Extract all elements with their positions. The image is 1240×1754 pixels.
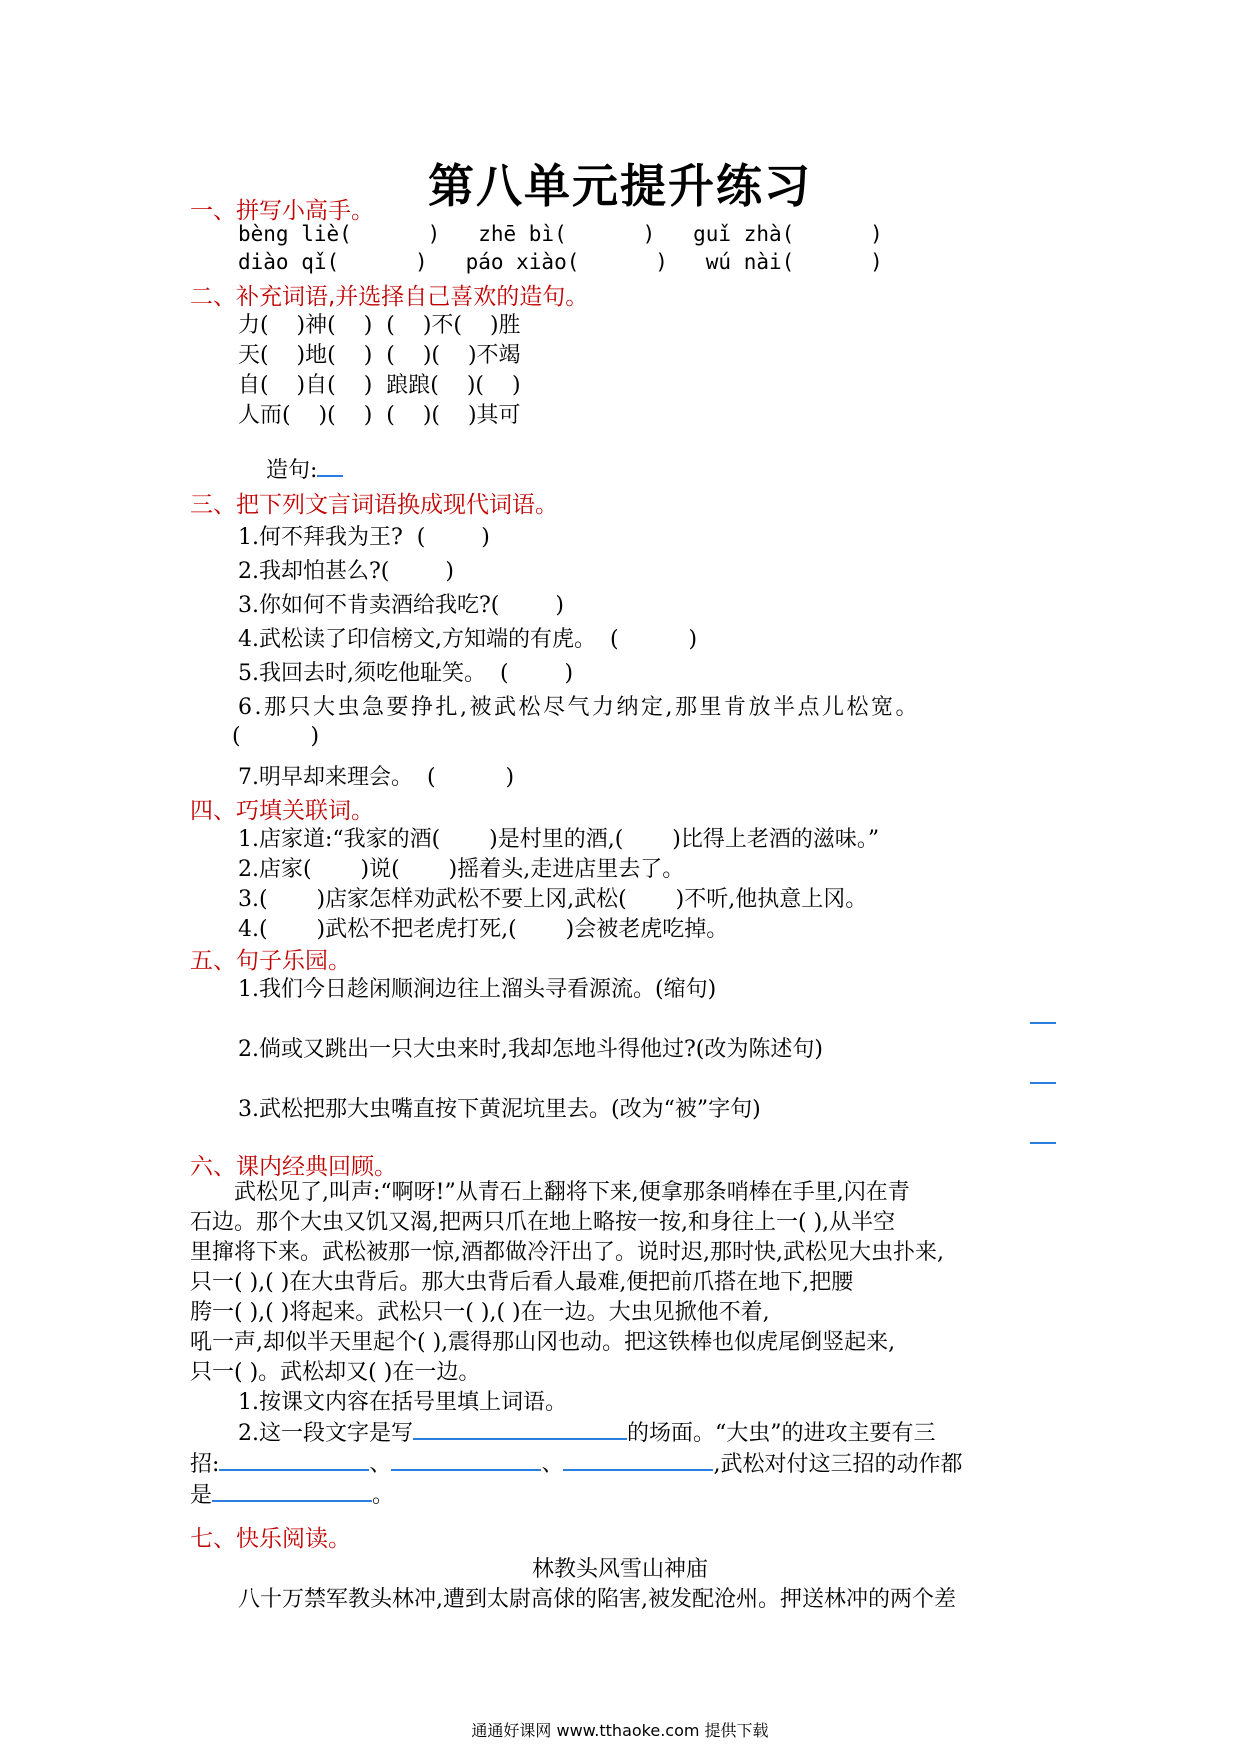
question-1: 1.按课文内容在括号里填上词语。 <box>238 1390 567 1415</box>
passage-line: 里撺将下来。武松被那一惊,酒都做冷汗出了。说时迟,那时快,武松见大虫扑来, <box>190 1240 944 1265</box>
question-2-text-c: 招: <box>190 1452 220 1477</box>
passage-line: 吼一声,却似半天里起个( ),震得那山冈也动。把这铁棒也似虎尾倒竖起来, <box>190 1330 896 1355</box>
classical-item-1: 1.何不拜我为王? ( ) <box>238 525 490 550</box>
sentence-label: 造句: <box>265 458 318 483</box>
conjunction-item-2: 2.店家( )说( )摇着头,走进店里去了。 <box>238 857 685 882</box>
passage-line: 只一( )。武松却又( )在一边。 <box>190 1360 481 1385</box>
attack-1-answer-line[interactable] <box>219 1449 369 1471</box>
section-6-heading: 六、课内经典回顾。 <box>190 1154 397 1180</box>
scene-answer-line[interactable] <box>413 1418 627 1440</box>
sentence-answer-line[interactable] <box>317 455 343 477</box>
question-2-text-e: 、 <box>541 1452 564 1477</box>
reading-first-line: 八十万禁军教头林冲,遭到太尉高俅的陷害,被发配沧州。押送林冲的两个差 <box>238 1587 956 1612</box>
passage <box>190 1178 1060 1511</box>
classical-item-3: 3.你如何不肯卖酒给我吃?( ) <box>238 593 564 618</box>
classical-item-5: 5.我回去时,须吃他耻笑。 ( ) <box>238 661 574 686</box>
sentence-item-3: 3.武松把那大虫嘴直按下黄泥坑里去。(改为“被”字句) <box>238 1097 761 1122</box>
conjunction-item-4: 4.( )武松不把老虎打死,( )会被老虎吃掉。 <box>238 917 729 942</box>
question-2-text-a: 2.这一段文字是写 <box>238 1421 413 1446</box>
footer: 通通好课网 www.tthaoke.com 提供下载 <box>471 1721 769 1740</box>
question-2-text-b: 的场面。“大虫”的进攻主要有三 <box>627 1421 936 1446</box>
idiom-row-2: 天( )地( ) ( )( )不竭 <box>238 343 521 368</box>
idiom-row-4: 人而( )( ) ( )( )其可 <box>238 403 521 428</box>
section-3-heading: 三、把下列文言词语换成现代词语。 <box>190 492 558 518</box>
pinyin-row-2: diào qǐ( ) páo xiào( ) wú nài( ) <box>238 250 883 274</box>
passage-line: 石边。那个大虫又饥又渴,把两只爪在地上略按一按,和身往上一( ),从半空 <box>190 1210 896 1235</box>
question-2-text-g: 是 <box>190 1483 213 1508</box>
passage-line: 武松见了,叫声:“啊呀!”从青石上翻将下来,便拿那条哨棒在手里,闪在青 <box>190 1180 910 1205</box>
conjunction-item-3: 3.( )店家怎样劝武松不要上冈,武松( )不听,他执意上冈。 <box>238 887 868 912</box>
question-2-text-d: 、 <box>369 1452 392 1477</box>
section-5-heading: 五、句子乐园。 <box>190 948 351 974</box>
question-2-text-f: ,武松对付这三招的动作都 <box>713 1452 963 1477</box>
sentence-item-2: 2.倘或又跳出一只大虫来时,我却怎地斗得他过?(改为陈述句) <box>238 1037 823 1062</box>
question-2-text-h: 。 <box>372 1483 395 1508</box>
section-4-heading: 四、巧填关联词。 <box>190 798 374 824</box>
idiom-row-1: 力( )神( ) ( )不( )胜 <box>238 313 521 338</box>
section-1-heading: 一、拼写小高手。 <box>190 198 374 224</box>
page-title: 第八单元提升练习 <box>428 159 812 213</box>
sentence-item-2-answer-line[interactable] <box>1030 1082 1056 1084</box>
attack-2-answer-line[interactable] <box>391 1449 541 1471</box>
question-2-line-1 <box>190 1418 1060 1449</box>
passage-line: 胯一( ),( )将起来。武松只一( ),( )在一边。大虫见掀他不着, <box>190 1300 770 1325</box>
actions-answer-line[interactable] <box>212 1480 372 1502</box>
sentence-item-3-answer-line[interactable] <box>1030 1142 1056 1144</box>
question-2-line-2 <box>190 1449 1060 1480</box>
sentence-item-1-answer-line[interactable] <box>1030 1022 1056 1024</box>
passage-line: 只一( ),( )在大虫背后。那大虫背后看人最难,便把前爪搭在地下,把腰 <box>190 1270 854 1295</box>
classical-item-4: 4.武松读了印信榜文,方知端的有虎。 ( ) <box>238 627 698 652</box>
classical-item-2: 2.我却怕甚么?( ) <box>238 559 454 584</box>
idiom-row-3: 自( )自( ) 踉踉( )( ) <box>238 373 521 398</box>
question-2-line-3 <box>190 1480 1060 1511</box>
attack-3-answer-line[interactable] <box>563 1449 713 1471</box>
pinyin-row-1: bèng liè( ) zhē bì( ) guǐ zhà( ) <box>238 222 883 246</box>
sentence-item-1: 1.我们今日趁闲顺涧边往上溜头寻看源流。(缩句) <box>238 977 717 1002</box>
section-2-heading: 二、补充词语,并选择自己喜欢的造句。 <box>190 284 589 310</box>
reading-title: 林教头风雪山神庙 <box>531 1557 708 1582</box>
classical-item-7: 7.明早却来理会。 ( ) <box>238 765 515 790</box>
classical-item-6-answer: ( ) <box>232 724 320 749</box>
classical-item-6: 6.那只大虫急要挣扎,被武松尽气力纳定,那里肯放半点儿松宽。 <box>238 695 920 720</box>
conjunction-item-1: 1.店家道:“我家的酒( )是村里的酒,( )比得上老酒的滋味。” <box>238 827 880 852</box>
section-7-heading: 七、快乐阅读。 <box>190 1526 351 1552</box>
